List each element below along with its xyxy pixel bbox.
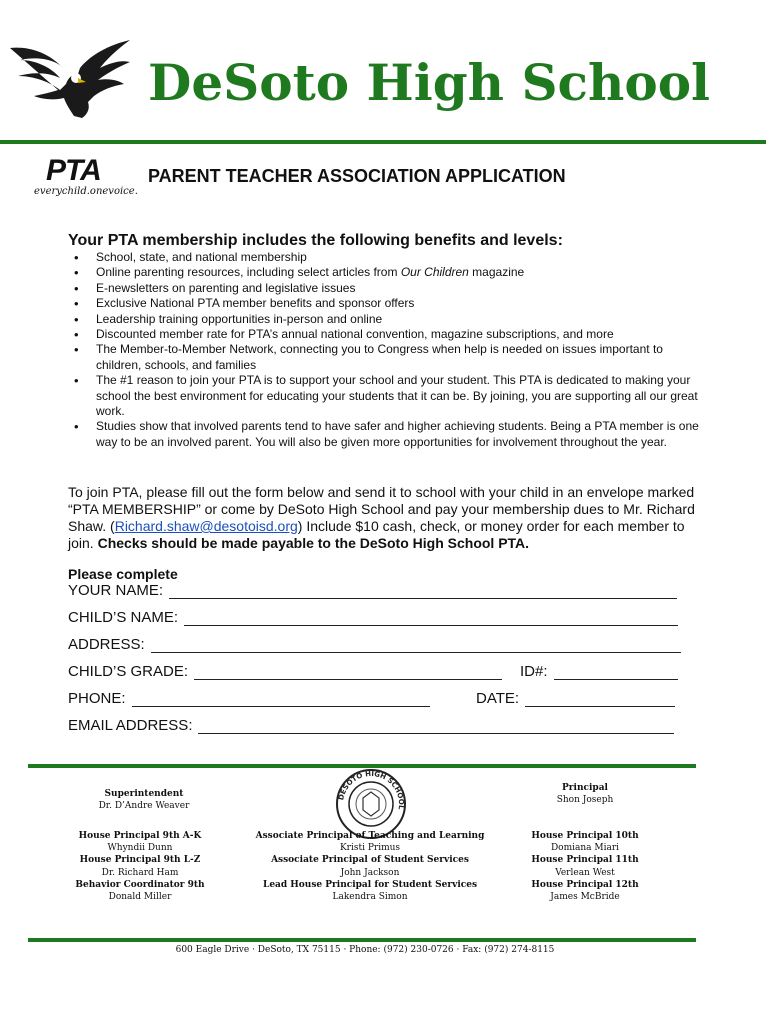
your-name-input[interactable] (169, 584, 677, 599)
address-input[interactable] (151, 638, 681, 653)
staff-column-right: House Principal 10th Domiana Miari House Principal 11th Verlean West House Principal 12th James McBride (531, 831, 639, 903)
phone-field: PHONE: (68, 690, 430, 707)
email-address-field: EMAIL ADDRESS: (68, 717, 674, 734)
school-address: 600 Eagle Drive · DeSoto, TX 75115 · Phone: (972) 230-0726 · Fax: (972) 274-8115 (175, 945, 555, 955)
list-item: • Exclusive National PTA member benefits and sponsor offers (70, 296, 710, 311)
email-address-input[interactable] (198, 719, 674, 734)
eagle-mascot-icon (8, 38, 133, 120)
benefits-heading: Your PTA membership includes the following benefits and levels: (68, 232, 563, 249)
join-instructions: To join PTA, please fill out the form below and send it to school with your child in an envelope marked “PTA MEMBERSHIP” or come by DeSoto High School and pay your membership dues to Mr. Richard Shaw. (Richard.shaw@desotoisd.org) Include $10 cash, check, or money order for each member to join. Checks should be made payable to the DeSoto High School PTA. (68, 484, 695, 551)
pta-logo (34, 154, 138, 200)
list-item: • Discounted member rate for PTA’s annual national convention, magazine subscriptions, and more (70, 327, 710, 342)
footer-divider-bottom (28, 938, 696, 942)
date-field: DATE: (476, 690, 675, 707)
svg-text:DESOTO HIGH SCHOOL: DESOTO HIGH SCHOOL (337, 769, 406, 811)
principal-block: Principal Shon Joseph (556, 783, 614, 806)
header-divider (0, 140, 766, 144)
form-heading: Please complete (68, 566, 178, 582)
id-input[interactable] (554, 665, 678, 680)
list-item: • The Member-to-Member Network, connecting you to Congress when help is needed on issues important to children, schools, and families (70, 342, 710, 373)
application-title: PARENT TEACHER ASSOCIATION APPLICATION (148, 166, 566, 186)
childs-grade-input[interactable] (194, 665, 502, 680)
list-item: • The #1 reason to join your PTA is to support your school and your student. This PTA is dedicated to making your school the best environment for educating your students that it can be. By joining, you are supporting all our great work. (70, 373, 710, 419)
superintendent-block: Superintendent Dr. D’Andre Weaver (98, 789, 190, 812)
id-field: ID#: (520, 663, 678, 680)
benefits-list (70, 250, 710, 450)
address-field: ADDRESS: (68, 636, 681, 653)
list-item: • Studies show that involved parents tend to have safer and higher achieving students. Being a PTA member is one way to be an involved parent. You will also be given more opportunities for involvement throughout the year. (70, 419, 710, 450)
list-item: • E-newsletters on parenting and legislative issues (70, 281, 710, 296)
email-link[interactable]: Richard.shaw@desotoisd.org (114, 518, 298, 534)
list-item: • Leadership training opportunities in-person and online (70, 312, 710, 327)
date-input[interactable] (525, 692, 675, 707)
childs-grade-field: CHILD’S GRADE: (68, 663, 502, 680)
list-item: • School, state, and national membership (70, 250, 710, 265)
school-name: DeSoto High School (148, 53, 711, 112)
childs-name-field: CHILD’S NAME: (68, 609, 678, 626)
childs-name-input[interactable] (184, 611, 678, 626)
your-name-field: YOUR NAME: (68, 582, 677, 599)
pta-logo-word: PTA (46, 154, 101, 187)
phone-input[interactable] (132, 692, 430, 707)
staff-column-left: House Principal 9th A-K Whyndii Dunn House Principal 9th L-Z Dr. Richard Ham Behavior Coordinator 9th Donald Miller (75, 831, 205, 903)
staff-column-center: Associate Principal of Teaching and Learning Kristi Primus Associate Principal of Student Services John Jackson Lead House Principal for Student Services Lakendra Simon (255, 831, 485, 903)
list-item: • Online parenting resources, including select articles from Our Children magazine (70, 265, 710, 280)
pta-logo-tagline: everychild.onevoice. (34, 186, 138, 197)
